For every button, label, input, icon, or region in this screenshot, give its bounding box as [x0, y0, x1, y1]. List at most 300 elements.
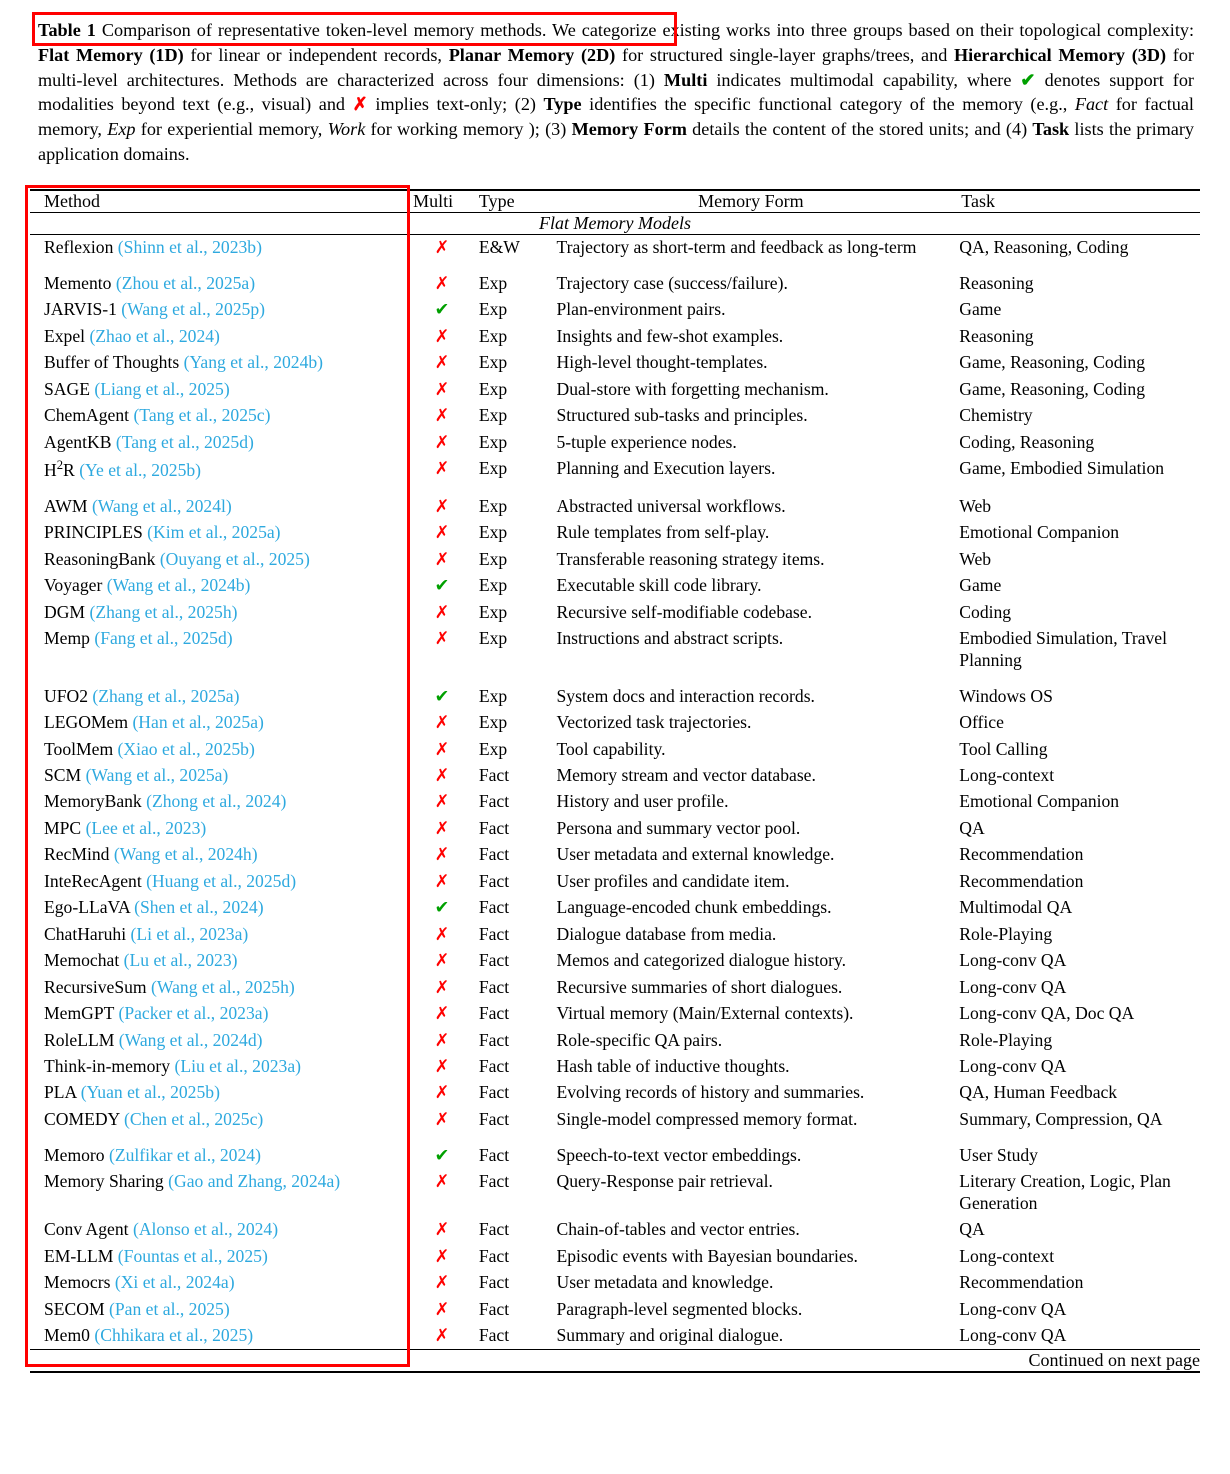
cell-memory-form: Role-specific QA pairs. [556, 1029, 723, 1050]
citation-link[interactable]: (Gao and Zhang, 2024a) [168, 1171, 341, 1192]
cell-task: Role-Playing [959, 1029, 1053, 1050]
caption-flat-memory: Flat Memory (1D) [38, 44, 184, 65]
group-label: Flat Memory Models [30, 212, 1200, 234]
caption-type: Type [543, 94, 582, 115]
cell-type: Exp [478, 495, 508, 516]
table-bottom-rule [30, 1371, 1200, 1372]
table-container [30, 189, 1200, 1373]
cell-type: E&W [478, 237, 520, 257]
cell-type: Exp [478, 685, 508, 706]
citation-link[interactable]: (Wang et al., 2024l) [91, 495, 232, 516]
cell-method [30, 789, 411, 815]
cross-icon: ✗ [434, 1082, 450, 1103]
caption-body-12: details the content of the stored units; and (4) [686, 119, 1033, 139]
table-header-row [30, 190, 1200, 213]
cell-type: Fact [478, 1055, 510, 1076]
table-row [30, 789, 1200, 815]
table-row [30, 297, 1200, 323]
cell-memory-form: Dual-store with forgetting mechanism. [556, 378, 829, 399]
table-row [30, 1133, 1200, 1169]
cell-type: Fact [478, 1082, 510, 1103]
cross-icon: ✗ [434, 976, 450, 997]
cell-method [30, 323, 411, 349]
cross-icon: ✗ [434, 870, 450, 891]
cell-memory-form: Vectorized task trajectories. [556, 712, 752, 733]
cell-method [30, 710, 411, 736]
cell-type: Exp [478, 272, 508, 293]
table-row [30, 376, 1200, 402]
citation-link[interactable]: (Wang et al., 2025h) [151, 976, 295, 997]
cross-icon: ✗ [434, 1272, 450, 1293]
citation-link[interactable]: (Chen et al., 2025c) [124, 1108, 264, 1129]
method-name: AgentKB [44, 431, 112, 452]
cross-icon: ✗ [434, 817, 450, 838]
table-row [30, 350, 1200, 376]
cross-icon: ✗ [434, 431, 450, 452]
cell-task: Long-context [959, 764, 1055, 785]
cell-type: Fact [478, 1003, 510, 1024]
cell-type: Exp [478, 712, 508, 733]
cell-method [30, 1296, 411, 1322]
table-row [30, 1001, 1200, 1027]
cell-memory-form: Planning and Execution layers. [556, 458, 776, 479]
table-row [30, 546, 1200, 572]
table-row [30, 520, 1200, 546]
cell-memory-form: Recursive summaries of short dialogues. [556, 976, 843, 997]
cell-memory-form: Paragraph-level segmented blocks. [556, 1298, 803, 1319]
cross-icon: ✗ [434, 495, 450, 516]
citation-link[interactable]: (Shinn et al., 2023b) [117, 237, 262, 257]
cell-memory-form: Hash table of inductive thoughts. [556, 1055, 790, 1076]
cell-task: Long-conv QA [959, 976, 1067, 997]
cell-task: User Study [959, 1144, 1038, 1165]
method-name: Expel [44, 325, 86, 346]
cross-icon: ✗ [434, 272, 450, 293]
cell-memory-form: User metadata and external knowledge. [556, 844, 835, 865]
cell-type: Fact [478, 817, 510, 838]
cell-method [30, 1217, 411, 1243]
citation-link[interactable]: (Ouyang et al., 2025) [159, 548, 310, 569]
citation-link[interactable]: (Zulfikar et al., 2024) [109, 1144, 261, 1165]
method-name: Think-in-memory [44, 1055, 171, 1076]
table-row [30, 599, 1200, 625]
cross-icon: ✗ [434, 1324, 450, 1345]
method-name: RoleLLM [44, 1029, 115, 1050]
cell-task: Literary Creation, Logic, Plan Generation [959, 1171, 1171, 1213]
citation-link[interactable]: (Yang et al., 2024b) [183, 352, 324, 373]
cell-method [30, 1322, 411, 1349]
table-row [30, 1296, 1200, 1322]
method-name: MemoryBank [44, 791, 142, 812]
cell-type: Exp [478, 458, 508, 479]
cell-method [30, 868, 411, 894]
table-body [30, 190, 1200, 235]
method-name: PLA [44, 1082, 77, 1103]
citation-link[interactable]: (Wang et al., 2025p) [121, 299, 265, 320]
cell-task: Game, Embodied Simulation [959, 458, 1165, 479]
caption-title: Comparison of representative token-level memory methods. [101, 20, 547, 40]
cell-method [30, 948, 411, 974]
caption-body-9: for factual memory, [38, 94, 1194, 139]
cell-method [30, 261, 411, 297]
cell-type: Exp [478, 522, 508, 543]
table-row [30, 484, 1200, 520]
cell-method [30, 297, 411, 323]
cell-method [30, 235, 411, 261]
citation-link[interactable]: (Tang et al., 2025d) [115, 431, 254, 452]
method-name: Voyager [44, 575, 103, 596]
cell-memory-form: Memory stream and vector database. [556, 764, 816, 785]
cross-icon: ✗ [434, 237, 450, 257]
cell-type: Fact [478, 1324, 510, 1345]
table-row [30, 323, 1200, 349]
cell-task: Long-conv QA [959, 1324, 1067, 1345]
cell-memory-form: Insights and few-shot examples. [556, 325, 784, 346]
citation-link[interactable]: (Kim et al., 2025a) [147, 522, 281, 543]
cross-icon: ✗ [434, 1003, 450, 1024]
method-name: PRINCIPLES [44, 522, 143, 543]
method-name: SECOM [44, 1298, 105, 1319]
cell-method [30, 1001, 411, 1027]
cell-method [30, 429, 411, 455]
cell-memory-form: Episodic events with Bayesian boundaries. [556, 1245, 858, 1266]
table-row [30, 762, 1200, 788]
citation-link[interactable]: (Xi et al., 2024a) [114, 1272, 235, 1293]
cell-memory-form: Dialogue database from media. [556, 923, 777, 944]
citation-link[interactable]: (Fang et al., 2025d) [94, 628, 233, 649]
table-group-header [30, 212, 1200, 234]
caption-multi: Multi [663, 69, 708, 90]
table-row [30, 261, 1200, 297]
caption-body-11: for working memory ); (3) [365, 119, 572, 139]
citation-link[interactable]: (Wang et al., 2024b) [106, 575, 251, 596]
check-icon: ✔ [1020, 69, 1036, 90]
table-row [30, 815, 1200, 841]
cell-method [30, 456, 411, 484]
caption-body-5: indicates multimodal capability, where [707, 69, 1021, 90]
cell-task: QA [959, 1219, 985, 1240]
caption-body-3: for structured single-layer graphs/trees, and [615, 44, 955, 65]
cell-task: Long-context [959, 1245, 1055, 1266]
cell-type: Exp [478, 738, 508, 759]
caption-task: Task [1032, 119, 1070, 139]
citation-link[interactable]: (Liang et al., 2025) [94, 378, 230, 399]
caption-fact: Fact [1074, 94, 1109, 115]
cell-task: Role-Playing [959, 923, 1053, 944]
cell-memory-form: Recursive self-modifiable codebase. [556, 601, 812, 622]
cross-icon: ✗ [434, 1245, 450, 1266]
header-task: Task [953, 190, 1200, 213]
cell-memory-form: Language-encoded chunk embeddings. [556, 897, 832, 918]
cell-type: Fact [478, 764, 510, 785]
table-row [30, 674, 1200, 710]
caption-label: Table 1 [38, 20, 96, 40]
method-name: SAGE [44, 378, 90, 399]
caption-body-8: identifies the specific functional category of the memory (e.g., [581, 94, 1075, 115]
cross-icon: ✗ [352, 94, 368, 115]
caption-body-10: for experiential memory, [135, 119, 328, 139]
method-name: Memoro [44, 1144, 105, 1165]
cell-task: Windows OS [959, 685, 1053, 706]
citation-link[interactable]: (Tang et al., 2025c) [133, 405, 271, 426]
citation-link[interactable]: (Huang et al., 2025d) [146, 870, 297, 891]
method-name: Memochat [44, 950, 120, 971]
cell-method [30, 1027, 411, 1053]
cell-method [30, 599, 411, 625]
table-row [30, 235, 1200, 261]
cell-method [30, 1243, 411, 1269]
cell-memory-form: User metadata and knowledge. [556, 1272, 774, 1293]
table-row [30, 626, 1200, 674]
cross-icon: ✗ [434, 844, 450, 865]
cell-method [30, 974, 411, 1000]
cell-task: Web [959, 548, 992, 569]
citation-link[interactable]: (Pan et al., 2025) [109, 1298, 230, 1319]
method-name: JARVIS-1 [44, 299, 117, 320]
cross-icon: ✗ [434, 738, 450, 759]
cell-type: Fact [478, 1108, 510, 1129]
cell-memory-form: Trajectory as short-term and feedback as long-term [556, 237, 917, 257]
cell-task: Emotional Companion [959, 791, 1120, 812]
cell-type: Fact [478, 950, 510, 971]
cross-icon: ✗ [434, 764, 450, 785]
citation-link[interactable]: (Ye et al., 2025b) [79, 459, 202, 480]
cross-icon: ✗ [434, 1298, 450, 1319]
citation-link[interactable]: (Yuan et al., 2025b) [80, 1082, 220, 1103]
cell-method [30, 546, 411, 572]
cell-memory-form: Rule templates from self-play. [556, 522, 770, 543]
table-row [30, 736, 1200, 762]
cross-icon: ✗ [434, 1055, 450, 1076]
cell-memory-form: Transferable reasoning strategy items. [556, 548, 825, 569]
cell-memory-form: 5-tuple experience nodes. [556, 431, 737, 452]
cell-task: Emotional Companion [959, 522, 1120, 543]
caption-body-7: implies text-only; (2) [367, 94, 544, 115]
caption-body-6: denotes support for modalities beyond text (e.g., visual) and [38, 69, 1194, 115]
citation-link[interactable]: (Liu et al., 2023a) [174, 1055, 302, 1076]
cell-task: QA [959, 817, 985, 838]
method-name: Mem0 [44, 1324, 90, 1345]
cell-task: Game, Reasoning, Coding [959, 378, 1145, 399]
memory-methods-table [30, 189, 1200, 1373]
bottom-rule-cell [30, 1371, 1200, 1372]
cell-type: Exp [478, 548, 508, 569]
cross-icon: ✗ [434, 378, 450, 399]
cell-task: Summary, Compression, QA [959, 1108, 1163, 1129]
table-row [30, 842, 1200, 868]
cross-icon: ✗ [434, 458, 450, 479]
caption-hierarchical-memory: Hierarchical Memory (3D) [954, 44, 1167, 65]
cell-type: Exp [478, 378, 508, 399]
cell-type: Fact [478, 844, 510, 865]
cross-icon: ✗ [434, 548, 450, 569]
citation-link[interactable]: (Han et al., 2025a) [132, 712, 264, 733]
table-row [30, 1270, 1200, 1296]
citation-link[interactable]: (Lu et al., 2023) [123, 950, 238, 971]
cell-memory-form: Summary and original dialogue. [556, 1324, 784, 1345]
method-name: LEGOMem [44, 712, 129, 733]
cross-icon: ✗ [434, 628, 450, 649]
cross-icon: ✗ [434, 405, 450, 426]
table-row [30, 1027, 1200, 1053]
table-row [30, 974, 1200, 1000]
citation-link[interactable]: (Alonso et al., 2024) [132, 1219, 279, 1240]
cell-method [30, 573, 411, 599]
caption-body-4: for multi-level architectures. Methods are characterized across four dimensions: (1) [38, 44, 1194, 90]
cell-task: Recommendation [959, 1272, 1084, 1293]
header-method: Method [30, 190, 411, 213]
cell-task: Game [959, 575, 1002, 596]
cell-task: Tool Calling [959, 738, 1048, 759]
cell-memory-form: Chain-of-tables and vector entries. [556, 1219, 800, 1240]
cell-task: Coding [959, 601, 1012, 622]
citation-link[interactable]: (Fountas et al., 2025) [117, 1245, 268, 1266]
cell-task: QA, Reasoning, Coding [959, 237, 1129, 257]
cell-task: Long-conv QA [959, 1055, 1067, 1076]
cell-memory-form: Instructions and abstract scripts. [556, 628, 784, 649]
cell-type: Fact [478, 1272, 510, 1293]
cell-memory-form: Plan-environment pairs. [556, 299, 726, 320]
cell-type: Exp [478, 299, 508, 320]
cell-memory-form: Executable skill code library. [556, 575, 762, 596]
citation-link[interactable]: (Zhang et al., 2025h) [89, 601, 238, 622]
check-icon: ✔ [434, 685, 450, 706]
table-row [30, 1217, 1200, 1243]
cell-method [30, 626, 411, 674]
cell-method [30, 762, 411, 788]
cell-task: Embodied Simulation, Travel Planning [959, 628, 1168, 670]
cell-type: Fact [478, 1298, 510, 1319]
method-name: Ego-LLaVA [44, 897, 130, 918]
cell-task: QA, Human Feedback [959, 1082, 1118, 1103]
method-name: Memory Sharing [44, 1171, 164, 1192]
cell-method [30, 1270, 411, 1296]
cell-method [30, 484, 411, 520]
cell-memory-form: Tool capability. [556, 738, 666, 759]
cell-type: Fact [478, 870, 510, 891]
citation-link[interactable]: (Zhou et al., 2025a) [115, 272, 256, 293]
check-icon: ✔ [434, 575, 450, 596]
cell-memory-form: System docs and interaction records. [556, 685, 815, 706]
table-row [30, 456, 1200, 484]
citation-link[interactable]: (Zhong et al., 2024) [146, 791, 287, 812]
cross-icon: ✗ [434, 923, 450, 944]
table-row [30, 948, 1200, 974]
cell-type: Fact [478, 1245, 510, 1266]
cell-type: Exp [478, 325, 508, 346]
table-row [30, 895, 1200, 921]
method-name: $H^2R$ [44, 458, 75, 480]
cell-memory-form: High-level thought-templates. [556, 352, 768, 373]
cross-icon: ✗ [434, 712, 450, 733]
citation-link[interactable]: (Zhang et al., 2025a) [92, 685, 240, 706]
cross-icon: ✗ [434, 601, 450, 622]
cell-method [30, 1080, 411, 1106]
cell-memory-form: Evolving records of history and summaries. [556, 1082, 865, 1103]
cell-task: Game [959, 299, 1002, 320]
cell-method [30, 1169, 411, 1217]
cell-task: Coding, Reasoning [959, 431, 1095, 452]
cell-task: Game, Reasoning, Coding [959, 352, 1145, 373]
caption-exp: Exp [107, 119, 136, 139]
method-name: ChatHaruhi [44, 923, 127, 944]
method-name: Memp [44, 628, 90, 649]
citation-link[interactable]: (Zhao et al., 2024) [89, 325, 220, 346]
cell-task: Reasoning [959, 272, 1034, 293]
citation-link[interactable]: (Wang et al., 2024h) [113, 844, 258, 865]
method-name: RecMind [44, 844, 110, 865]
citation-link[interactable]: (Shen et al., 2024) [134, 897, 264, 918]
method-name: SCM [44, 764, 82, 785]
cell-task: Long-conv QA, Doc QA [959, 1003, 1135, 1024]
cross-icon: ✗ [434, 352, 450, 373]
method-name: InteRecAgent [44, 870, 142, 891]
method-name: Memocrs [44, 1272, 111, 1293]
table-caption [38, 18, 1194, 167]
citation-link[interactable]: (Wang et al., 2024d) [118, 1029, 263, 1050]
citation-link[interactable]: (Xiao et al., 2025b) [117, 738, 255, 759]
cell-task: Reasoning [959, 325, 1034, 346]
citation-link[interactable]: (Lee et al., 2023) [85, 817, 207, 838]
table-row [30, 429, 1200, 455]
caption-planar-memory: Planar Memory (2D) [448, 44, 616, 65]
caption-body-1: We categorize existing works into three groups based on their topological complexity: [546, 20, 1195, 40]
cell-type: Exp [478, 601, 508, 622]
caption-body-13: lists the primary application domains. [38, 119, 1195, 164]
cross-icon: ✗ [434, 950, 450, 971]
citation-link[interactable]: (Chhikara et al., 2025) [94, 1324, 254, 1345]
cell-task: Recommendation [959, 844, 1084, 865]
check-icon: ✔ [434, 897, 450, 918]
cell-memory-form: History and user profile. [556, 791, 729, 812]
table-row [30, 1053, 1200, 1079]
cell-method [30, 815, 411, 841]
cell-task: Recommendation [959, 870, 1084, 891]
citation-link[interactable]: (Packer et al., 2023a) [118, 1003, 269, 1024]
method-name: Conv Agent [44, 1219, 129, 1240]
citation-link[interactable]: (Wang et al., 2025a) [85, 764, 229, 785]
cell-method [30, 674, 411, 710]
cell-method [30, 1133, 411, 1169]
header-memory-form: Memory Form [548, 190, 953, 213]
table-row [30, 921, 1200, 947]
cell-type: Fact [478, 923, 510, 944]
cell-task: Web [959, 495, 992, 516]
cross-icon: ✗ [434, 1108, 450, 1129]
citation-link[interactable]: (Li et al., 2023a) [130, 923, 249, 944]
cell-memory-form: Abstracted universal workflows. [556, 495, 786, 516]
cell-type: Fact [478, 791, 510, 812]
cell-type: Exp [478, 352, 508, 373]
table-row [30, 573, 1200, 599]
cell-memory-form: Query-Response pair retrieval. [556, 1171, 773, 1192]
cell-task: Multimodal QA [959, 897, 1073, 918]
cell-type: Exp [478, 431, 508, 452]
method-name: Memento [44, 272, 112, 293]
method-name: UFO2 [44, 685, 88, 706]
table-row [30, 403, 1200, 429]
table-row [30, 1080, 1200, 1106]
cell-method [30, 1106, 411, 1132]
table-rows-body [30, 235, 1200, 1350]
cell-method [30, 895, 411, 921]
method-name: EM-LLM [44, 1245, 114, 1266]
continued-note: Continued on next page [30, 1349, 1200, 1371]
cell-task: Long-conv QA [959, 950, 1067, 971]
table-row [30, 868, 1200, 894]
table-row [30, 1169, 1200, 1217]
table-footer-row [30, 1349, 1200, 1371]
